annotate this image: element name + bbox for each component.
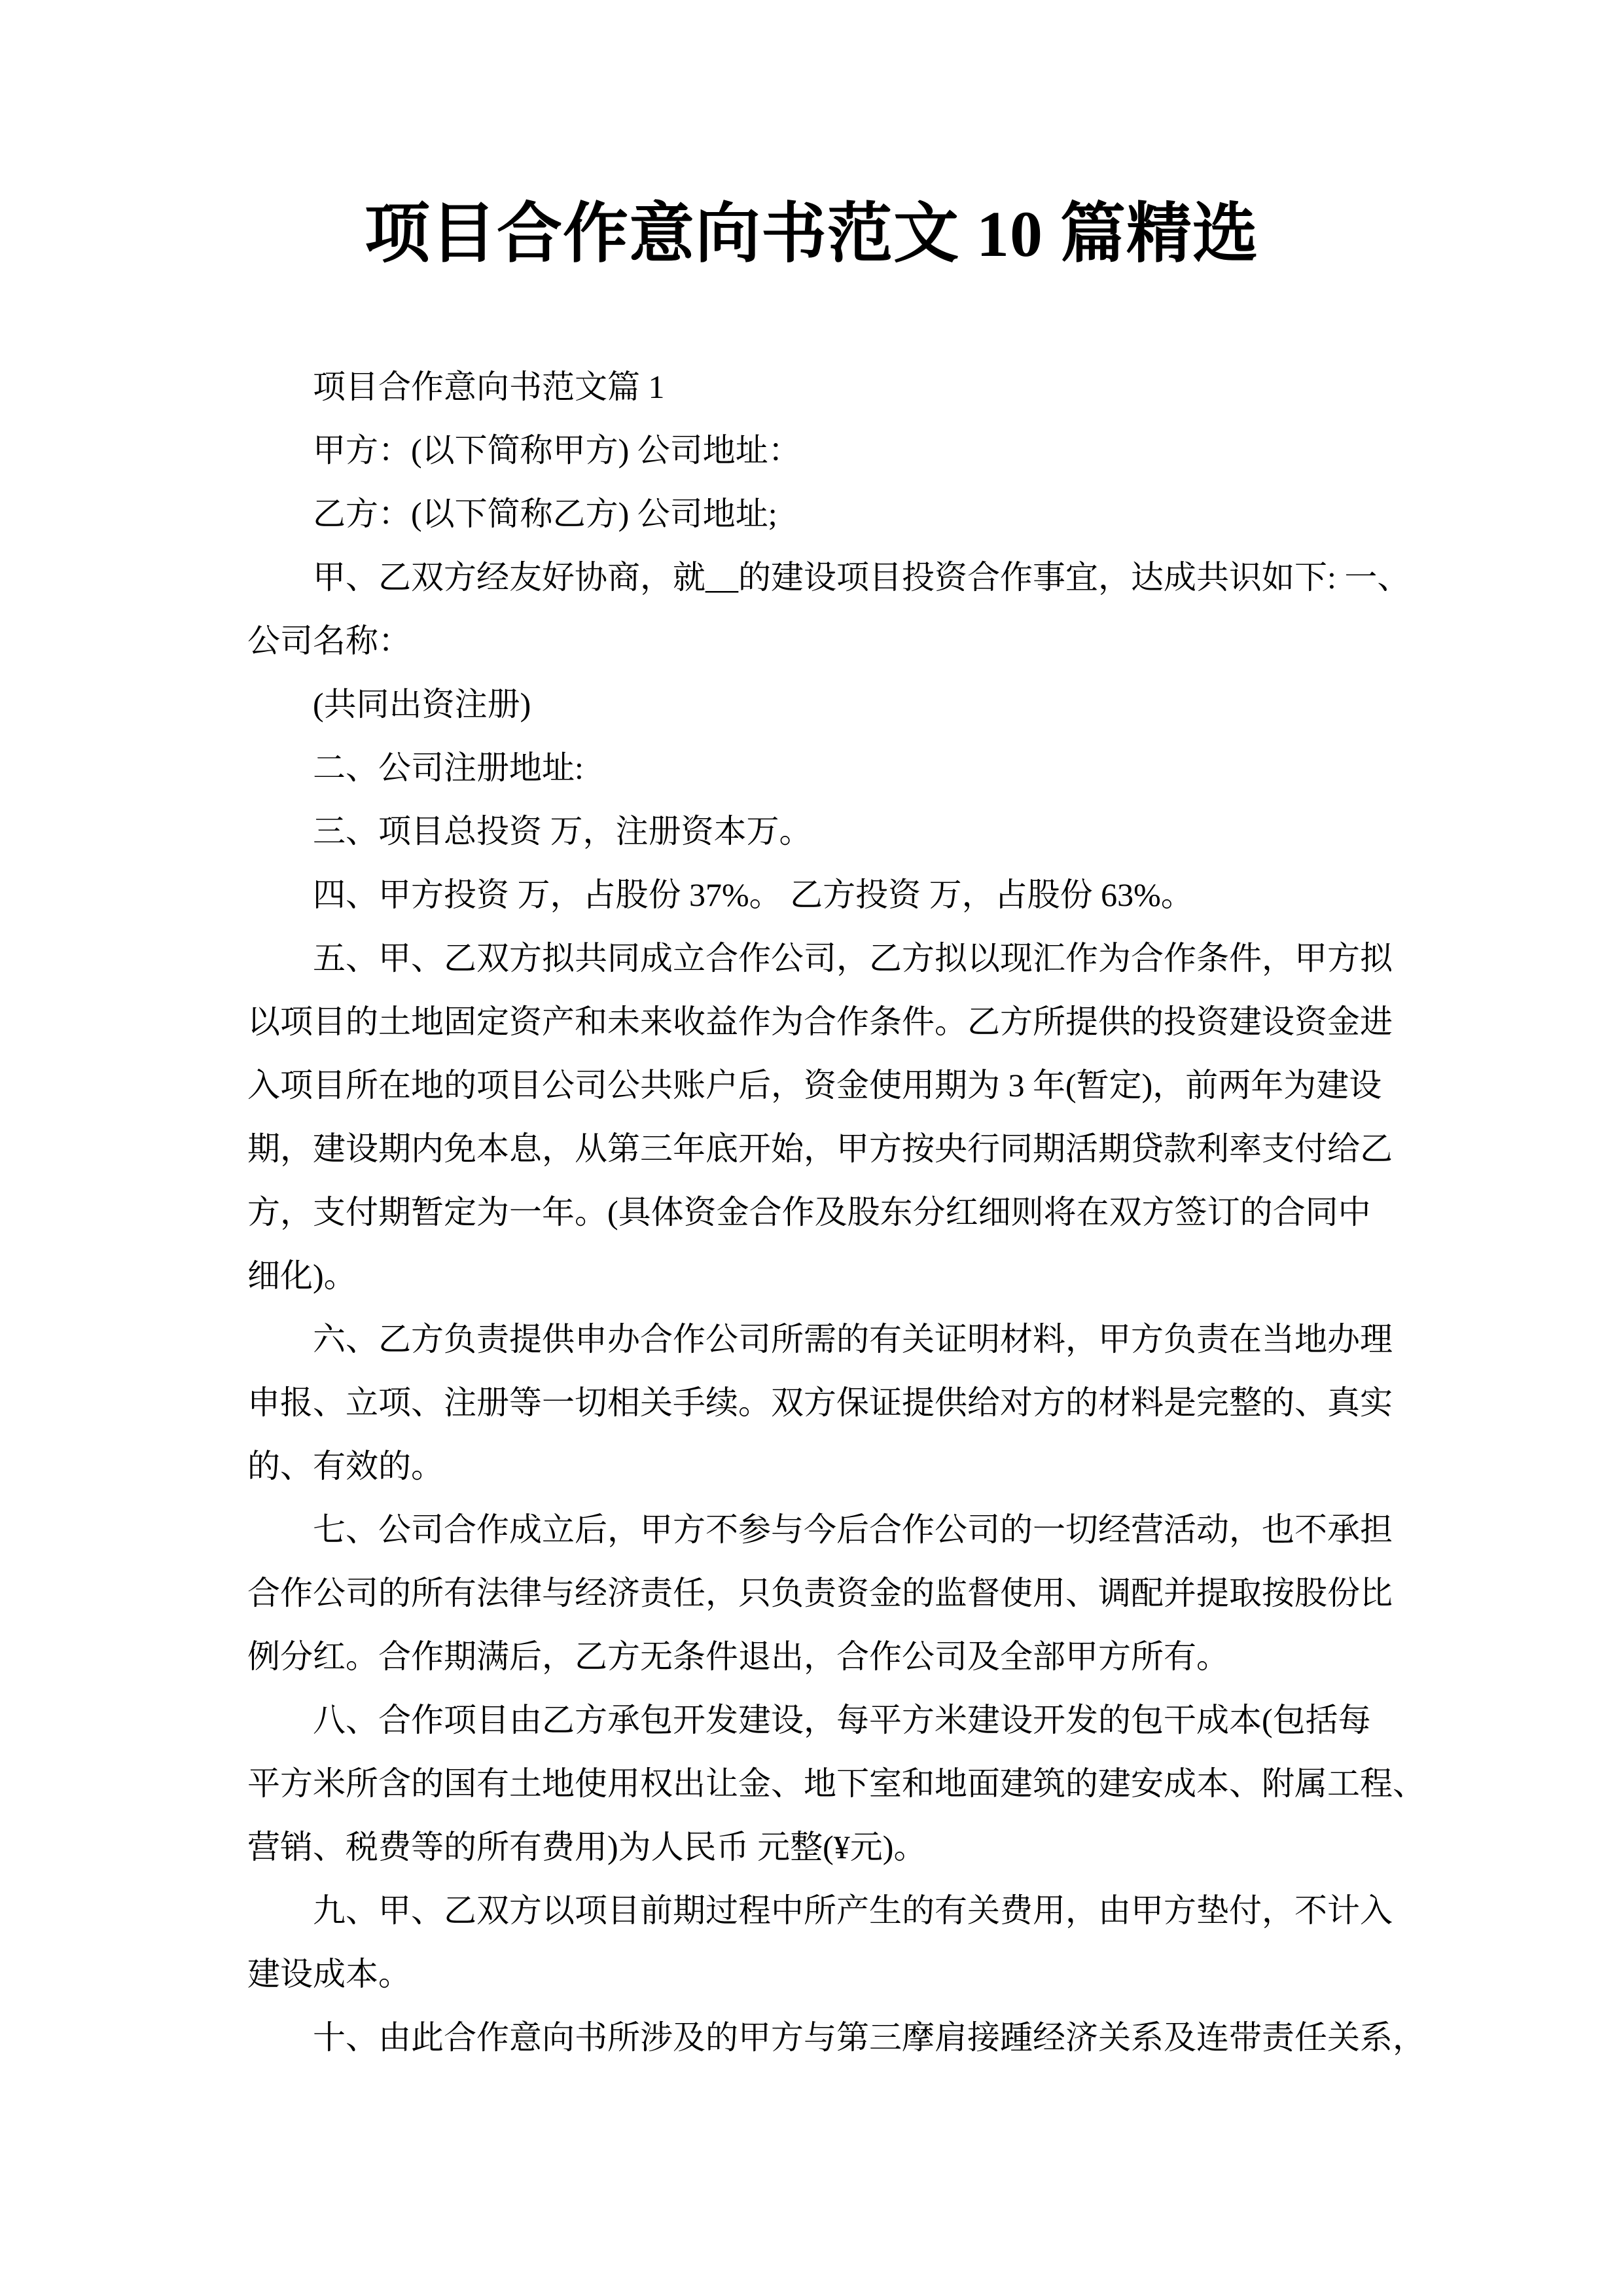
document-body xyxy=(247,355,1425,2070)
document-line-22: 八、合作项目由乙方承包开发建设，每平方米建设开发的包干成本(包括每 xyxy=(247,1702,1371,1738)
document-line-5: 公司名称： xyxy=(247,622,411,659)
document-line-10: 五、甲、乙双方拟共同成立合作公司，乙方拟以现汇作为合作条件，甲方拟 xyxy=(247,940,1393,977)
document-line-24: 营销、税费等的所有费用)为人民币 元整(¥元)。 xyxy=(247,1829,927,1865)
document-line-15: 细化)。 xyxy=(247,1257,357,1294)
document-title: 项目合作意向书范文 10 篇精选 xyxy=(365,198,1258,270)
document-line-3: 乙方：(以下简称乙方) 公司地址; xyxy=(247,495,777,532)
document-line-8: 三、项目总投资 万，注册资本万。 xyxy=(247,813,812,850)
document-line-12: 入项目所在地的项目公司公共账户后，资金使用期为 3 年(暂定)，前两年为建设 xyxy=(247,1067,1382,1103)
document-line-27: 十、由此合作意向书所涉及的甲方与第三摩肩接踵经济关系及连带责任关系， xyxy=(247,2019,1425,2056)
document-line-19: 七、公司合作成立后，甲方不参与今后合作公司的一切经营活动，也不承担 xyxy=(247,1511,1393,1548)
document-line-7: 二、公司注册地址: xyxy=(247,749,584,786)
document-line-18: 的、有效的。 xyxy=(247,1448,444,1484)
document-line-23: 平方米所含的国有土地使用权出让金、地下室和地面建筑的建安成本、附属工程、 xyxy=(247,1765,1425,1802)
document-line-6: (共同出资注册) xyxy=(247,686,531,723)
document-line-9: 四、甲方投资 万，占股份 37%。 乙方投资 万，占股份 63%。 xyxy=(247,876,1194,913)
document-line-21: 例分红。合作期满后，乙方无条件退出，合作公司及全部甲方所有。 xyxy=(247,1638,1229,1675)
document-line-20: 合作公司的所有法律与经济责任，只负责资金的监督使用、调配并提取按股份比 xyxy=(247,1575,1393,1611)
document-line-14: 方，支付期暂定为一年。(具体资金合作及股东分红细则将在双方签订的合同中 xyxy=(247,1194,1371,1230)
document-line-11: 以项目的土地固定资产和未来收益作为合作条件。乙方所提供的投资建设资金进 xyxy=(247,1003,1393,1040)
document-line-4: 甲、乙双方经友好协商，就__的建设项目投资合作事宜，达成共识如下: 一、 xyxy=(247,559,1410,596)
document-line-26: 建设成本。 xyxy=(247,1956,411,1992)
document-line-25: 九、甲、乙双方以项目前期过程中所产生的有关费用，由甲方垫付，不计入 xyxy=(247,1892,1393,1929)
document-line-13: 期，建设期内免本息，从第三年底开始，甲方按央行同期活期贷款利率支付给乙 xyxy=(247,1130,1393,1167)
document-line-2: 甲方：(以下简称甲方) 公司地址： xyxy=(247,432,801,469)
document-line-16: 六、乙方负责提供申办合作公司所需的有关证明材料，甲方负责在当地办理 xyxy=(247,1321,1393,1357)
document-line-17: 申报、立项、注册等一切相关手续。双方保证提供给对方的材料是完整的、真实 xyxy=(247,1384,1393,1421)
document-line-1: 项目合作意向书范文篇 1 xyxy=(247,368,665,405)
